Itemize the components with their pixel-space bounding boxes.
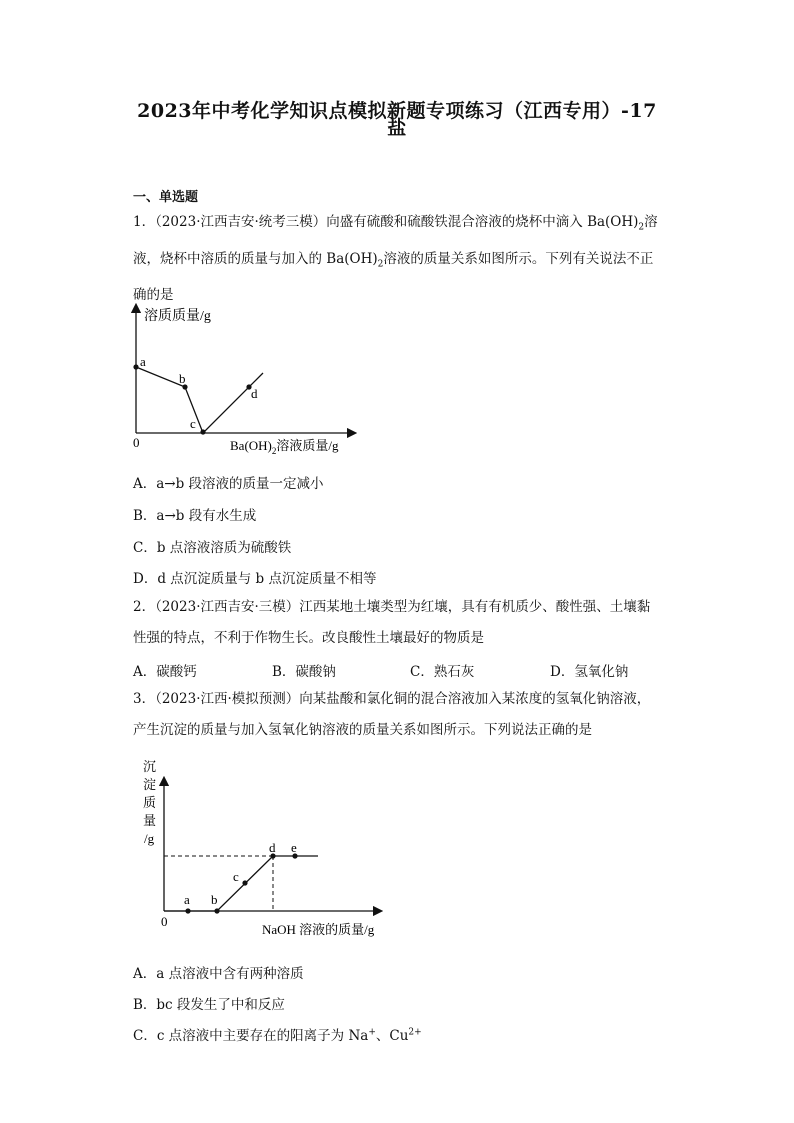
y-label-2: 淀 [143, 777, 157, 792]
q2-option-a[interactable]: A．碳酸钙 [133, 664, 197, 680]
label-b: b [211, 892, 218, 907]
q3-option-c[interactable]: C．c 点溶液中主要存在的阳离子为 Na+、$Cu^{2+}$ [133, 1027, 422, 1044]
question-1-stem: 1．（2023·江西吉安·统考三模）向盛有硫酸和硫酸铁混合溶液的烧杯中滴入 $Ba(OH)_2$溶液，烧杯中溶质的质量与加入的 $Ba(OH)_2$溶液的质量关系如图所示。下列有关说法不正确的是 [133, 214, 658, 304]
point-a [133, 364, 138, 369]
question-2-stem: 2．（2023·江西吉安·三模）江西某地土壤类型为红壤，具有有机质少、酸性强、土壤黏性强的特点，不利于作物生长。改良酸性土壤最好的物质是 [133, 599, 651, 646]
q2-option-c[interactable]: C．熟石灰 [410, 664, 475, 680]
label-c: c [190, 416, 196, 431]
q2-option-b[interactable]: B．碳酸钠 [272, 664, 336, 680]
label-c: c [233, 869, 239, 884]
q1-option-a[interactable]: A．a→b 段溶液的质量一定减小 [133, 476, 324, 492]
label-e: e [291, 840, 297, 855]
curve-line [136, 367, 263, 433]
question-3-stem: 3．（2023·江西·模拟预测）向某盐酸和氯化铜的混合溶液加入某浓度的氢氧化钠溶液，产生沉淀的质量与加入氢氧化钠溶液的质量关系如图所示。下列说法正确的是 [133, 691, 651, 738]
page-title: 2023年中考化学知识点模拟新题专项练习（江西专用）-17 [137, 100, 657, 122]
point-b [214, 908, 219, 913]
question-3-chart [140, 755, 390, 945]
y-axis-label: 溶质质量/g [144, 309, 211, 324]
q3-option-b[interactable]: B．bc 段发生了中和反应 [133, 997, 285, 1013]
y-label-1: 沉 [143, 759, 157, 774]
label-a: a [184, 892, 190, 907]
point-a [185, 908, 190, 913]
q1-option-d[interactable]: D．d 点沉淀质量与 b 点沉淀质量不相等 [133, 571, 377, 587]
origin-label: 0 [133, 435, 140, 450]
origin-label: 0 [161, 914, 168, 929]
y-label-5: /g [144, 831, 155, 846]
point-c [200, 429, 205, 434]
q2-option-d[interactable]: D．氢氧化钠 [550, 664, 629, 680]
label-b: b [179, 371, 186, 386]
label-a: a [140, 354, 146, 369]
section-heading: 一、单选题 [133, 190, 199, 205]
y-label-3: 质 [143, 795, 157, 810]
question-1-chart [120, 300, 370, 460]
label-d: d [269, 840, 276, 855]
point-c [242, 880, 247, 885]
y-label-4: 量 [143, 813, 157, 828]
label-d: d [251, 386, 258, 401]
q1-option-b[interactable]: B．a→b 段有水生成 [133, 508, 257, 524]
x-axis-label: $Ba(OH)_2$溶液质量/g [230, 438, 339, 456]
page-title-line2: 盐 [387, 117, 407, 139]
q3-option-a[interactable]: A．a 点溶液中含有两种溶质 [133, 966, 304, 982]
x-axis-label: NaOH 溶液的质量/g [262, 922, 375, 937]
q1-option-c[interactable]: C．b 点溶液溶质为硫酸铁 [133, 540, 292, 556]
